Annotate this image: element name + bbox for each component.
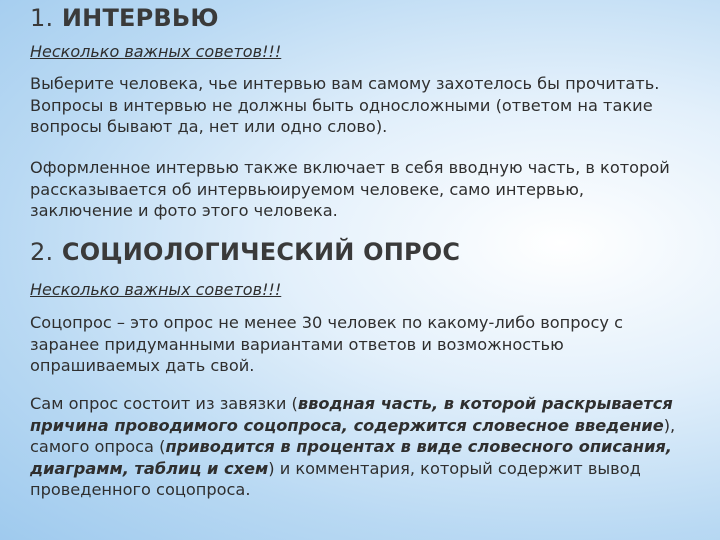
paragraph-text: Сам опрос состоит из завязки (	[30, 394, 298, 413]
section-2-number: 2.	[30, 238, 54, 266]
section-1-paragraph-2: Оформленное интервью также включает в себя вводную часть, в которой рассказывается об интервьюируемом человеке, само интервью, заключение и фото этого человека.	[30, 158, 670, 220]
section-1-title: ИНТЕРВЬЮ	[61, 4, 219, 32]
section-2-heading	[30, 238, 460, 266]
section-1-heading	[30, 4, 219, 32]
emphasis-text: вводная часть, в которой раскрывается причина проводимого соцопроса, содержится словесное введение	[30, 394, 673, 435]
section-2-title: СОЦИОЛОГИЧЕСКИЙ ОПРОС	[61, 238, 461, 266]
paragraph-text: ), самого опроса (	[30, 415, 676, 456]
section-1-number: 1.	[30, 4, 54, 32]
paragraph-text: ) и комментария, который содержит вывод проведенного соцопроса.	[30, 458, 641, 499]
section-1-tip: Несколько важных советов!!!	[30, 42, 282, 61]
section-2-paragraph-1: Соцопрос – это опрос не менее 30 человек по какому-либо вопросу с заранее придуманными вариантами ответов и возможностью опрашиваемых дать свой.	[30, 313, 623, 375]
section-2-paragraph-2	[30, 393, 690, 501]
section-2-tip: Несколько важных советов!!!	[30, 280, 282, 299]
section-1-paragraph-1: Выберите человека, чье интервью вам самому захотелось бы прочитать. Вопросы в интервью не должны быть односложными (ответом на такие вопросы бывают да, нет или одно слово).	[30, 74, 660, 136]
emphasis-text: приводится в процентах в виде словесного описания, диаграмм, таблиц и схем	[30, 437, 672, 478]
